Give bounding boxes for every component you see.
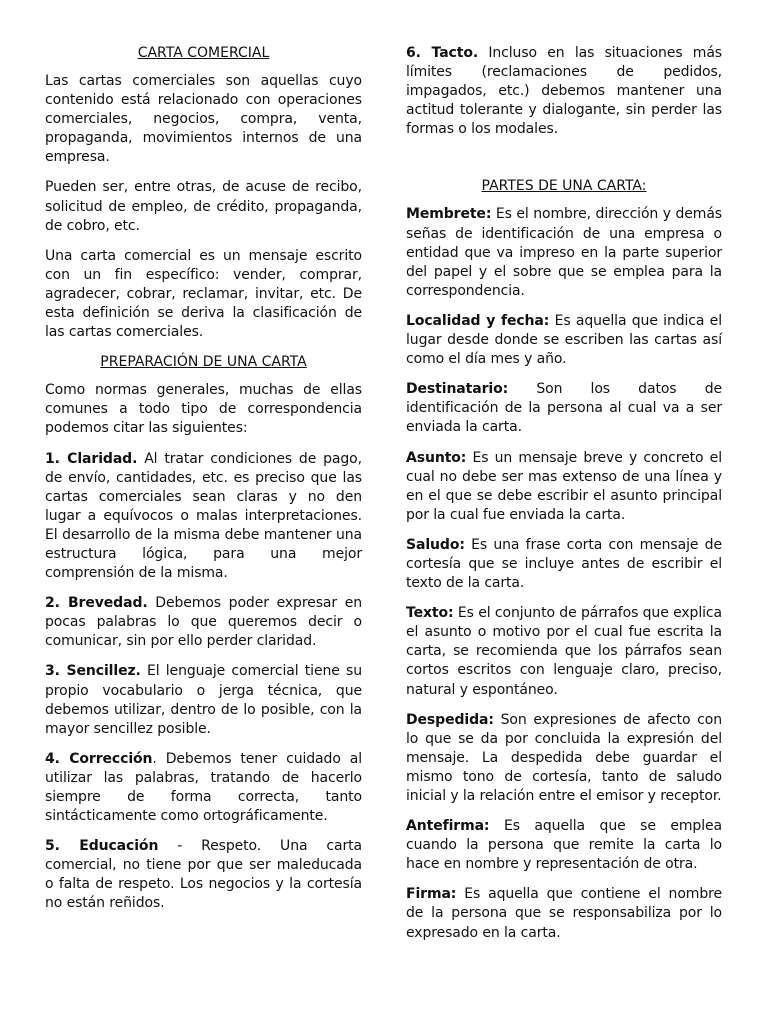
norm-term: 6. Tacto. (406, 45, 479, 61)
part-text: Es aquella que indica el lugar desde donde se escriben las cartas así como el día mes y año. (406, 312, 722, 368)
intro-paragraph: Pueden ser, entre otras, de acuse de recibo, solicitud de empleo, de crédito, propaganda, de cobro, etc. (45, 179, 362, 234)
norm-brevedad (45, 594, 362, 651)
norm-text: - Respeto. Una carta comercial, no tiene por que ser maleducada o falta de respeto. Los negocios y la cortesía no están reñidos. (45, 838, 362, 912)
norm-text: . Debemos tener cuidado al utilizar las palabras, tratando de hacerlo siempre de forma correcta, tanto sintácticamente como ortográficamente. (45, 750, 363, 825)
part-text: Son los datos de identificación de la persona al cual va a ser enviada la carta. (406, 381, 722, 436)
spacer (406, 150, 722, 177)
title-preparacion: PREPARACIÓN DE UNA CARTA (100, 354, 307, 371)
part-asunto (406, 449, 722, 525)
norm-term: 5. Educación (45, 838, 159, 855)
intro-paragraph: Una carta comercial es un mensaje escrito con un fin específico: vender, comprar, agradecer, cobrar, reclamar, invitar, etc. De esta definición se deriva la clasificación de las cartas comerciales. (45, 247, 362, 341)
norm-text: Incluso en las situaciones más límites (reclamaciones de pedidos, impagados, etc.) debemos mantener una actitud tolerante y dialogante, sin perder las formas o los modales. (406, 45, 723, 138)
part-term: Firma: (406, 886, 457, 903)
norm-term: 1. Claridad. (45, 450, 138, 467)
part-text: Son expresiones de afecto con lo que se da por concluida la expresión del mensaje. La despedida debe guardar el mismo tono de cortesía, tanto de saludo inicial y la relación entre el emisor y receptor. (406, 711, 722, 804)
norm-text: Al tratar condiciones de pago, de envío, cantidades, etc. es preciso que las cartas comerciales sean claras y no den lugar a equívocos o malas interpretaciones. El desarrollo de la misma debe mantener una estructura lógica, para una mejor comprensión de la misma. (45, 450, 362, 582)
part-term: Membrete: (406, 206, 492, 223)
part-text: Es el nombre, dirección y demás señas de identificación de una empresa o entidad que va impreso en la parte superior del papel y el sobre que se emplea para la correspondencia. (406, 206, 722, 299)
norm-term: 2. Brevedad. (45, 595, 148, 612)
norm-text: El lenguaje comercial tiene su propio vocabulario o jerga técnica, que debemos utilizar, dentro de lo posible, con la mayor sencillez posible. (45, 663, 362, 737)
part-antefirma (406, 817, 722, 874)
part-text: Es aquella que se emplea cuando la persona que remite la carta lo hace en nombre y representación de otra. (406, 818, 722, 873)
part-membrete (406, 205, 722, 300)
part-firma (406, 885, 722, 942)
part-term: Asunto: (406, 449, 467, 466)
part-term: Localidad y fecha: (406, 312, 550, 329)
norm-term: 4. Corrección (45, 750, 153, 767)
part-term: Antefirma: (406, 818, 490, 835)
title-carta-comercial: CARTA COMERCIAL (137, 45, 270, 61)
norm-correccion (45, 750, 362, 826)
part-texto (406, 604, 722, 699)
title-partes-carta: PARTES DE UNA CARTA: (481, 178, 647, 195)
right-column (406, 44, 722, 954)
left-column (45, 44, 362, 925)
part-localidad-fecha (406, 312, 722, 369)
intro-paragraph: Las cartas comerciales son aquellas cuyo contenido está relacionado con operaciones comerciales, negocios, compra, venta, propaganda, movimientos internos de una empresa. (45, 73, 362, 166)
norm-tacto (406, 44, 722, 139)
part-text: Es aquella que contiene el nombre de la persona que se responsabiliza por lo expresado en la carta. (406, 886, 722, 941)
norm-sencillez (45, 662, 362, 738)
part-term: Despedida: (406, 711, 494, 728)
prep-intro-paragraph: Como normas generales, muchas de ellas comunes a todo tipo de correspondencia podemos citar las siguientes: (45, 382, 362, 437)
part-text: Es el conjunto de párrafos que explica el asunto o motivo por el cual fue escrita la carta, se recomienda que los párrafos sean cortos escritos con lenguaje claro, preciso, natural y espontáneo. (406, 605, 722, 698)
norm-educacion (45, 837, 362, 913)
part-text: Es un mensaje breve y concreto el cual no debe ser mas extenso de una línea y en el que se debe escribir el asunto principal por la cual fue enviada la carta. (406, 449, 722, 523)
part-saludo (406, 536, 722, 593)
part-term: Texto: (406, 605, 454, 622)
norm-text: Debemos poder expresar en pocas palabras lo que queremos decir o comunicar, sin por ello perder claridad. (45, 595, 363, 650)
norm-claridad (45, 450, 362, 584)
part-despedida (406, 711, 722, 806)
norm-term: 3. Sencillez. (45, 663, 141, 680)
part-destinatario (406, 380, 722, 437)
part-text: Es una frase corta con mensaje de cortesía que se incluye antes de escribir el texto de la carta. (406, 536, 722, 592)
part-term: Saludo: (406, 536, 465, 553)
part-term: Destinatario: (406, 381, 509, 398)
